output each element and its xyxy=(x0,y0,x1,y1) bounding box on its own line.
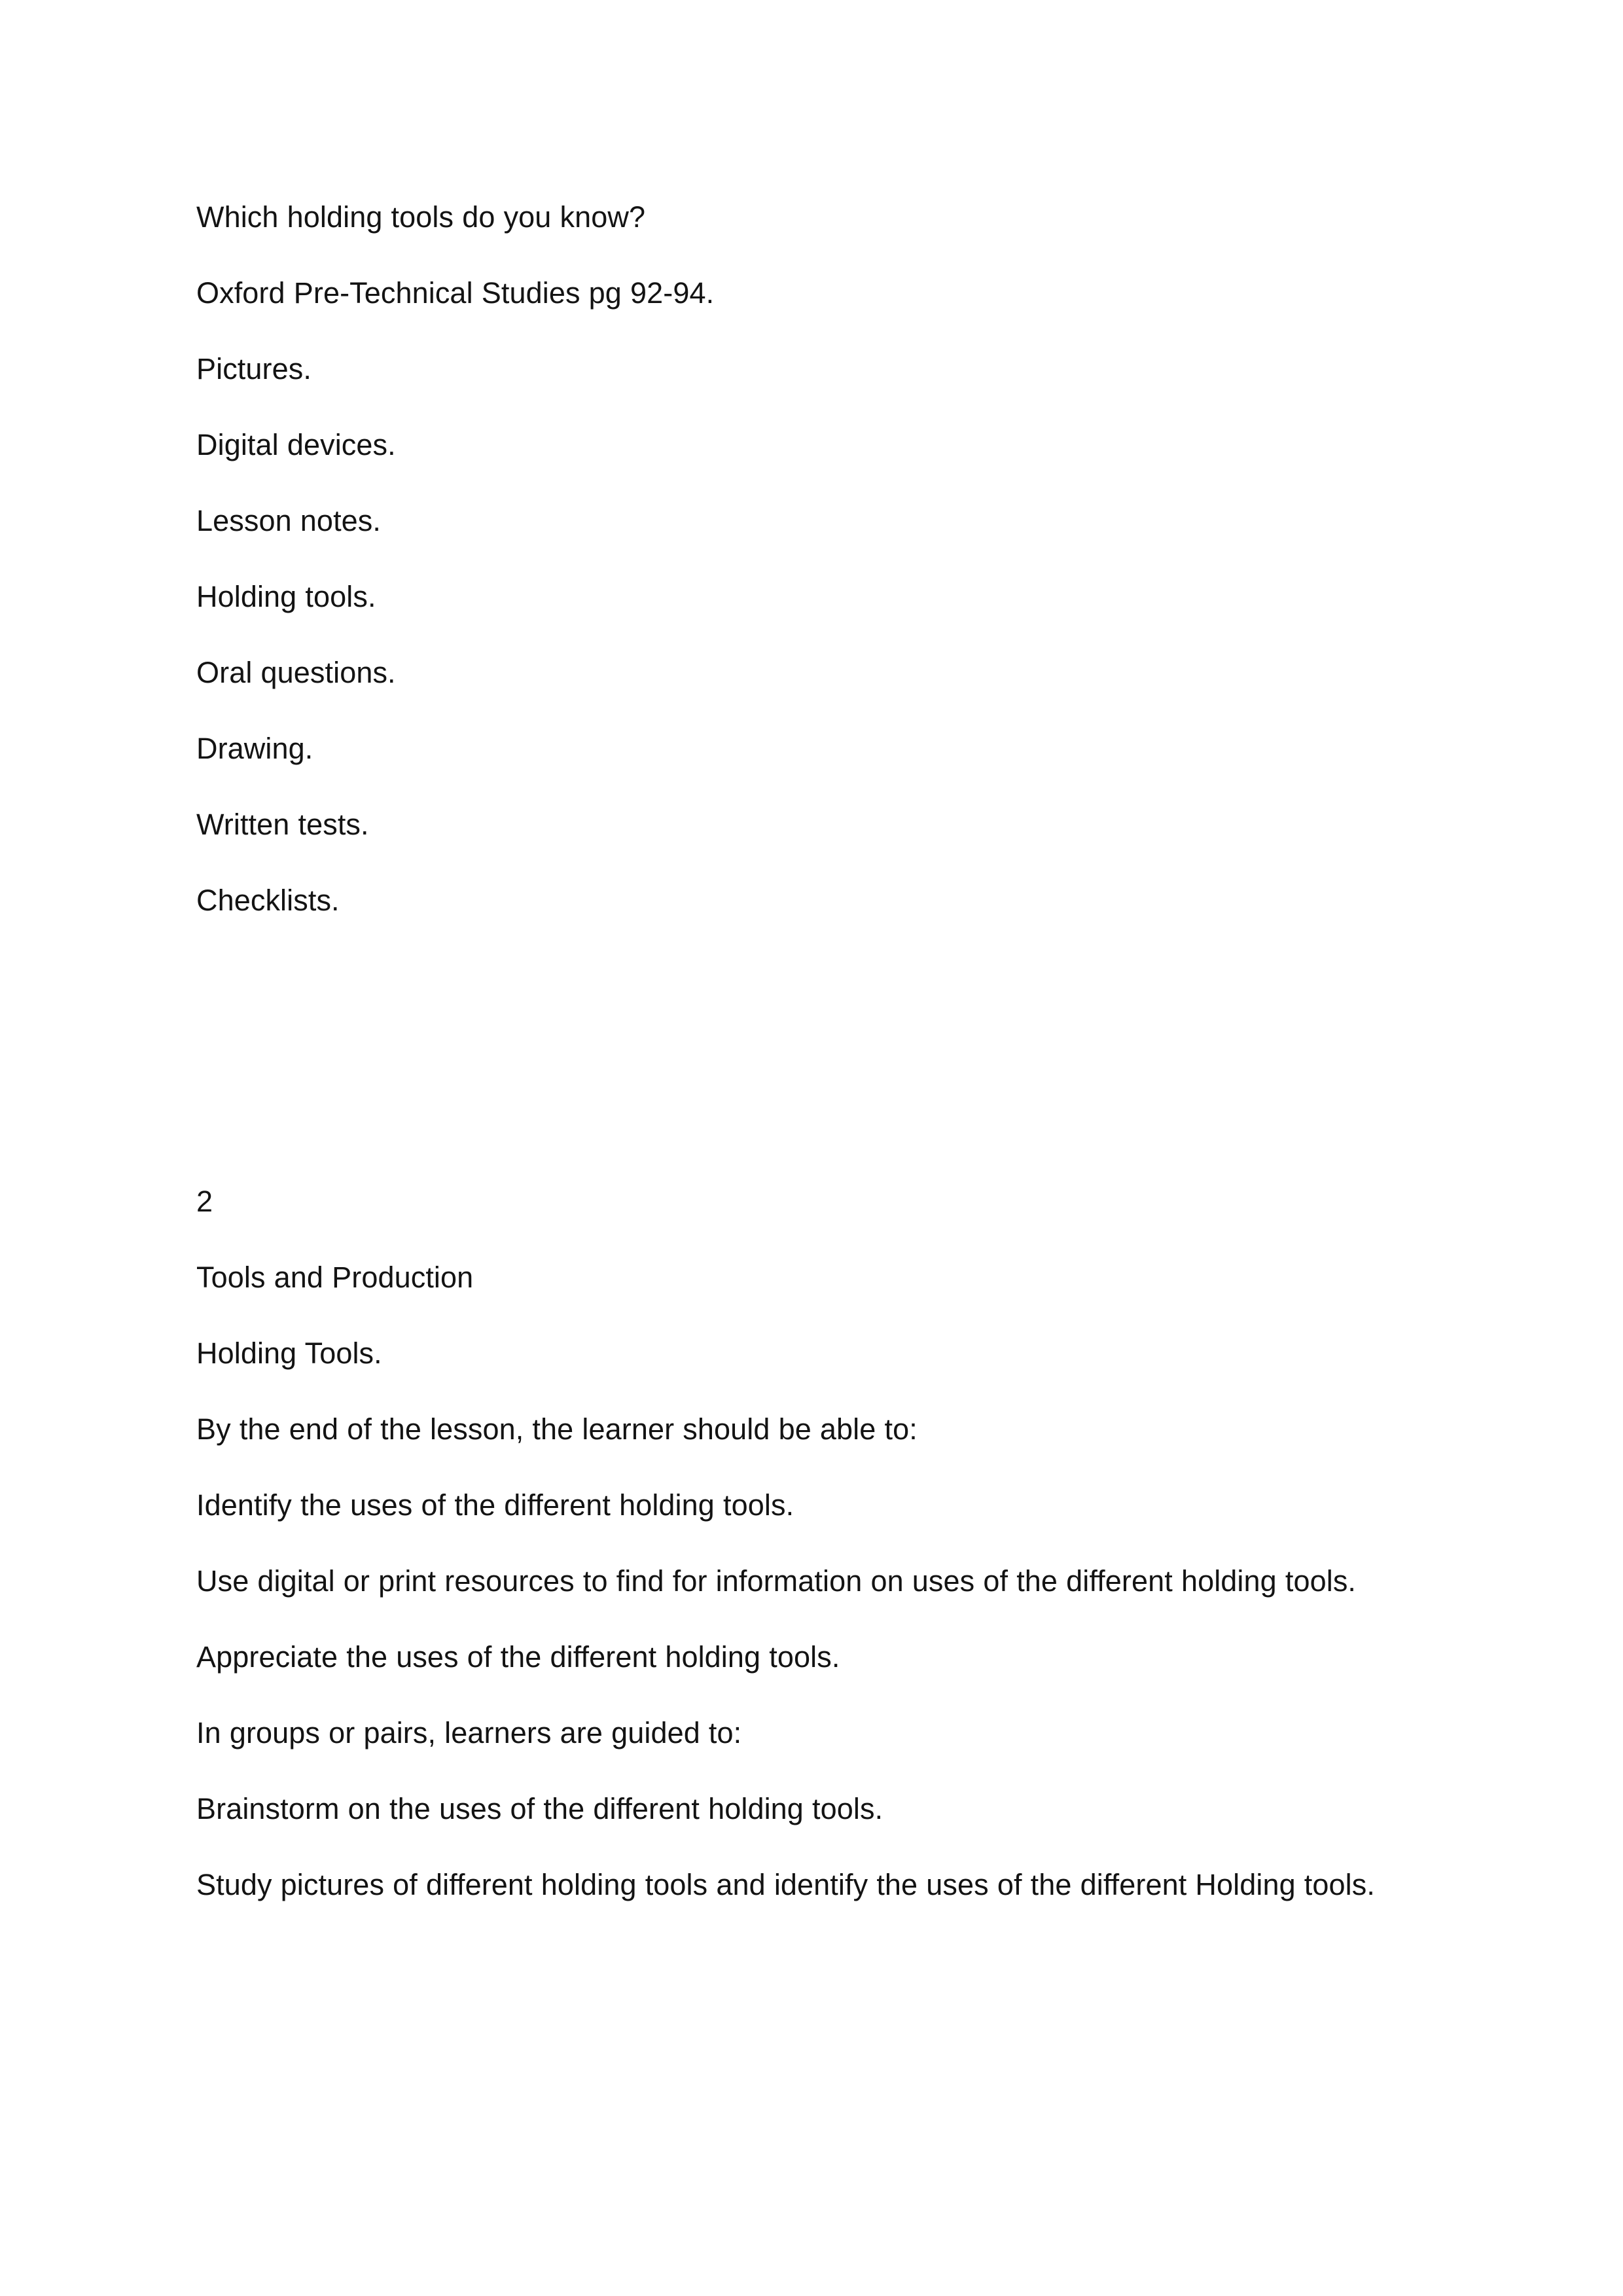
text-line: Written tests. xyxy=(196,808,369,841)
text-line: Appreciate the uses of the different holding tools. xyxy=(196,1640,840,1674)
lesson-number: 2 xyxy=(196,1185,213,1218)
text-line: By the end of the lesson, the learner should be able to: xyxy=(196,1412,918,1446)
strand-title: Tools and Production xyxy=(196,1261,474,1294)
text-line: Drawing. xyxy=(196,732,313,765)
sub-strand-title: Holding Tools. xyxy=(196,1336,382,1370)
text-line: Holding tools. xyxy=(196,580,376,613)
text-line: Brainstorm on the uses of the different holding tools. xyxy=(196,1792,883,1825)
text-block-resources xyxy=(196,194,1427,924)
text-line: In groups or pairs, learners are guided to: xyxy=(196,1716,742,1749)
text-line: Identify the uses of the different holding tools. xyxy=(196,1488,794,1522)
text-line: Which holding tools do you know? xyxy=(196,200,646,234)
text-line: Pictures. xyxy=(196,352,312,386)
text-line: Checklists. xyxy=(196,884,340,917)
text-line: Digital devices. xyxy=(196,428,396,461)
text-line: Oxford Pre-Technical Studies pg 92-94. xyxy=(196,276,715,310)
text-block-lesson-plan xyxy=(196,1178,1427,1909)
text-line: Oral questions. xyxy=(196,656,396,689)
text-line: Study pictures of different holding tools and identify the uses of the different Holding tools. xyxy=(196,1868,1375,1901)
text-line: Lesson notes. xyxy=(196,504,381,537)
text-line: Use digital or print resources to find for information on uses of the different holding tools. xyxy=(196,1564,1357,1598)
